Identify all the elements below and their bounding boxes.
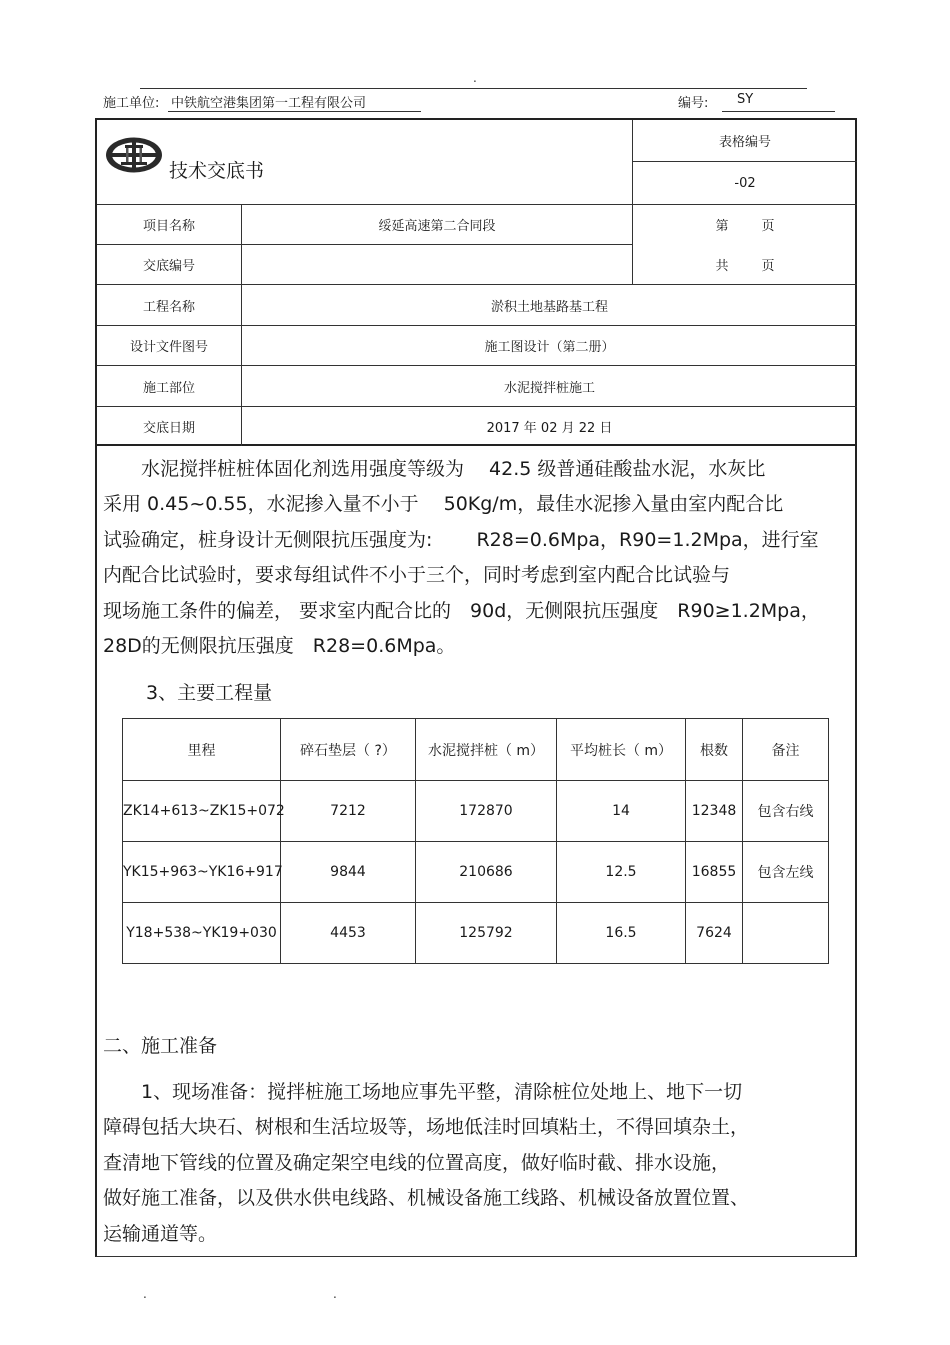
doc-number-label: 编号: xyxy=(678,96,709,111)
column-header: 碎石垫层（ ?） xyxy=(281,719,416,781)
disclosure-date-value: 2017 年 02 月 22 日 xyxy=(486,421,613,436)
table-row xyxy=(123,903,829,964)
column-header: 备注 xyxy=(743,719,829,781)
paragraph-line: 28D的无侧限抗压强度 R28=0.6Mpa。 xyxy=(103,635,456,657)
paragraph-line: 运输通道等。 xyxy=(103,1223,218,1245)
table-cell: 16855 xyxy=(686,842,743,903)
disclosure-number-label: 交底编号 xyxy=(142,259,195,274)
paragraph-line: 水泥搅拌桩桩体固化剂选用强度等级为 42.5 级普通硅酸盐水泥，水灰比 xyxy=(103,458,766,480)
table-cell: 125792 xyxy=(416,903,557,964)
design-drawing-label: 设计文件图号 xyxy=(129,340,208,355)
design-drawing-value: 施工图设计（第二册） xyxy=(484,340,615,355)
table-cell: 12348 xyxy=(686,781,743,842)
section-title: 二、施工准备 xyxy=(103,1035,218,1057)
table-cell: 12.5 xyxy=(557,842,686,903)
construction-unit-value: 中铁航空港集团第一工程有限公司 xyxy=(171,96,367,111)
disclosure-date-label: 交底日期 xyxy=(142,421,195,436)
quantity-table xyxy=(122,718,829,964)
table-cell: YK15+963~YK16+917 xyxy=(123,842,281,903)
table-row xyxy=(123,781,829,842)
form-number-value: -02 xyxy=(734,175,756,191)
paragraph-line: 内配合比试验时，要求每组试件不小于三个，同时考虑到室内配合比试验与 xyxy=(103,564,731,586)
total-pages-field: 共 页 xyxy=(715,259,775,274)
table-cell: 7624 xyxy=(686,903,743,964)
project-name-label: 项目名称 xyxy=(142,219,195,234)
disclosure-form xyxy=(95,118,857,446)
header-top-rule xyxy=(140,88,807,89)
engineering-name-label: 工程名称 xyxy=(142,299,195,315)
table-row xyxy=(123,842,829,903)
paragraph-line: 查清地下管线的位置及确定架空电线的位置高度，做好临时截、排水设施， xyxy=(103,1152,731,1174)
table-cell: 172870 xyxy=(416,781,557,842)
paragraph-line: 障碍包括大块石、树根和生活垃圾等，场地低洼时回填粘土，不得回填杂土， xyxy=(103,1116,750,1138)
table-cell: 210686 xyxy=(416,842,557,903)
column-header: 平均桩长（ m） xyxy=(557,719,686,781)
table-header-row xyxy=(123,719,829,781)
engineering-name-value: 淤积土地基路基工程 xyxy=(490,299,608,315)
paragraph-line: 做好施工准备，以及供水供电线路、机械设备施工线路、机械设备放置位置、 xyxy=(103,1187,750,1209)
table-cell: 4453 xyxy=(281,903,416,964)
column-header: 里程 xyxy=(123,719,281,781)
table-cell xyxy=(743,903,829,964)
paragraph-line: 采用 0.45~0.55，水泥掺入量不小于 50Kg/m，最佳水泥掺入量由室内配合比 xyxy=(103,493,784,515)
table-cell: 16.5 xyxy=(557,903,686,964)
form-title: 技术交底书 xyxy=(169,160,265,182)
page-number-field: 第 页 xyxy=(715,219,775,234)
doc-number-value: SY xyxy=(737,92,754,107)
table-cell: 包含左线 xyxy=(743,842,829,903)
table-cell: 14 xyxy=(557,781,686,842)
table-cell: 包含右线 xyxy=(743,781,829,842)
table-cell: 9844 xyxy=(281,842,416,903)
project-name-value: 绥延高速第二合同段 xyxy=(378,219,496,234)
section-title: 3、主要工程量 xyxy=(146,682,273,704)
paragraph-line: 现场施工条件的偏差， 要求室内配合比的 90d，无侧限抗压强度 R90≥1.2Mpa， xyxy=(103,600,820,622)
construction-part-value: 水泥搅拌桩施工 xyxy=(503,380,595,396)
table-cell: ZK14+613~ZK15+072 xyxy=(123,781,281,842)
column-header: 根数 xyxy=(686,719,743,781)
table-cell: 7212 xyxy=(281,781,416,842)
disclosure-number-value xyxy=(242,245,632,284)
construction-part-label: 施工部位 xyxy=(142,380,195,396)
paragraph-line: 1、现场准备：搅拌桩施工场地应事先平整，清除桩位处地上、地下一切 xyxy=(103,1081,743,1103)
page-mark-bottom-left: . xyxy=(143,1287,147,1301)
page-mark-top: . xyxy=(473,71,477,85)
form-number-label: 表格编号 xyxy=(718,135,771,150)
column-header: 水泥搅拌桩（ m） xyxy=(416,719,557,781)
construction-unit-label: 施工单位: xyxy=(103,96,160,111)
page-mark-bottom-right: . xyxy=(333,1287,337,1301)
company-logo xyxy=(105,136,163,174)
unit-underline xyxy=(168,111,421,112)
table-cell: Y18+538~YK19+030 xyxy=(123,903,281,964)
number-underline xyxy=(722,111,835,112)
paragraph-line: 试验确定，桩身设计无侧限抗压强度为: R28=0.6Mpa，R90=1.2Mpa，进行室 xyxy=(103,529,819,551)
